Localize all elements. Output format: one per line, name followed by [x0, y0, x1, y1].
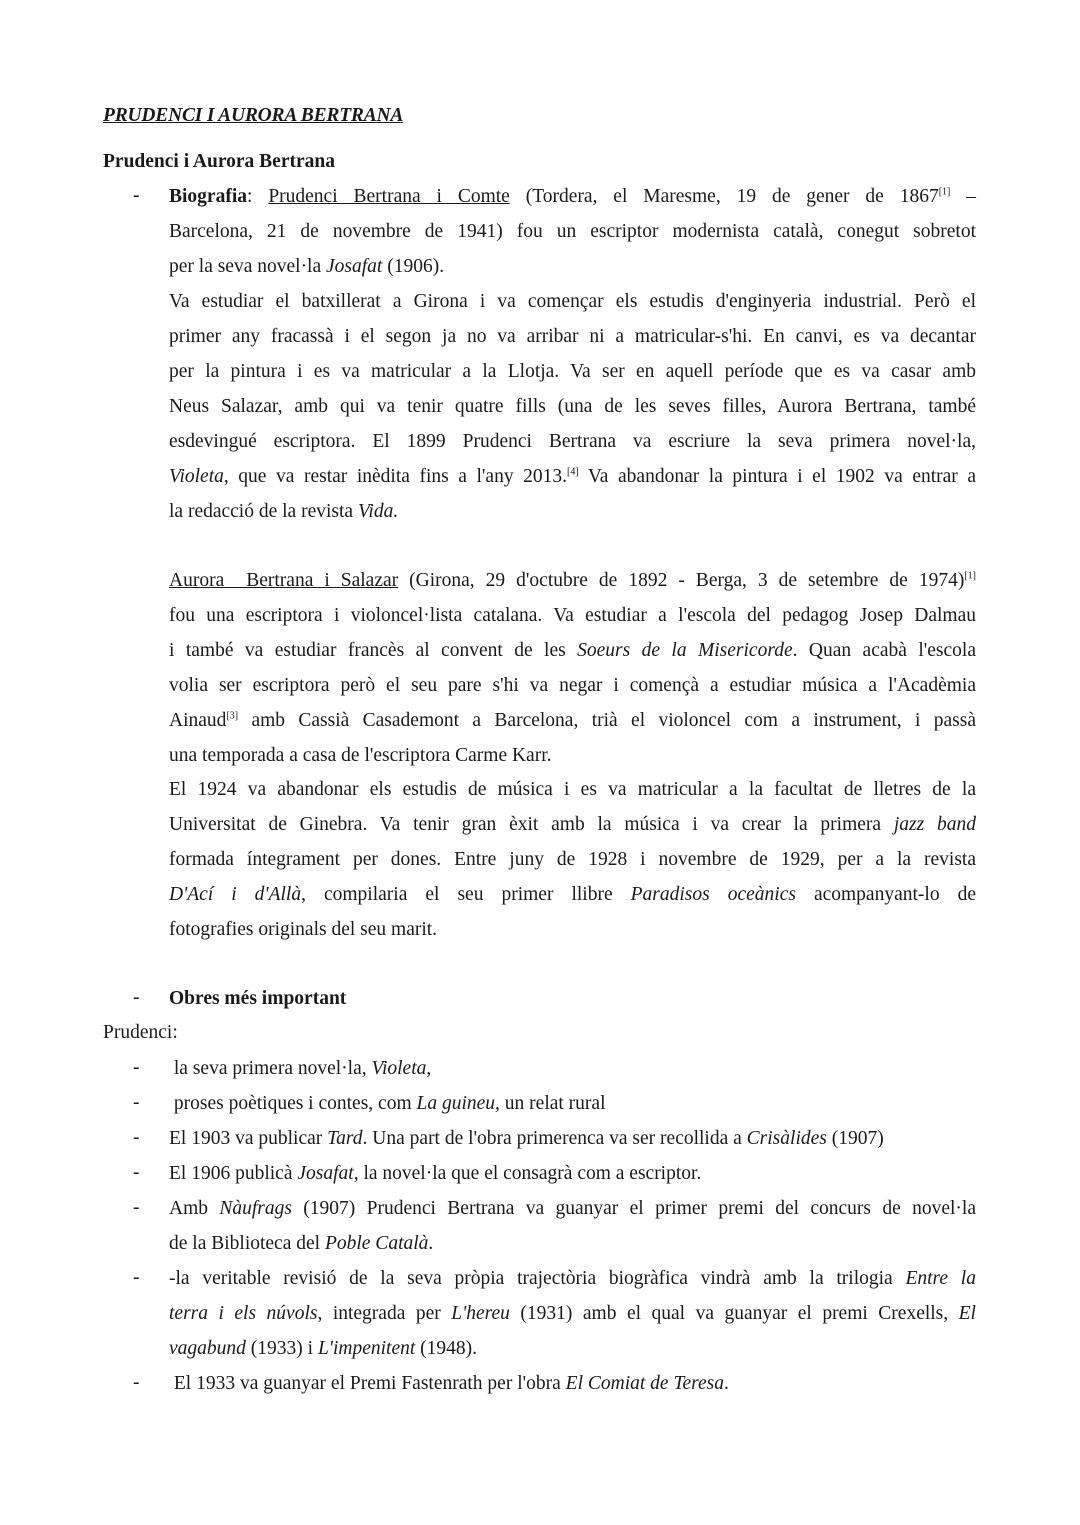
text: (Girona, 29 d'octubre de 1892 - Berga, 3 de setembre de 1974)	[398, 570, 965, 591]
bio-line-1	[169, 180, 976, 215]
bio-p2-line-4: Neus Salazar, amb qui va tenir quatre fills (una de les seves filles, Aurora Bertrana, també	[169, 396, 976, 417]
text: amb Cassià Casademont a Barcelona, trià el violoncel com a instrument, i passà	[238, 710, 976, 731]
text: Ainaud	[169, 710, 227, 731]
text: El 1906 publicà	[169, 1163, 298, 1184]
text: -la veritable revisió de la seva pròpia trajectòria biogràfica vindrà amb la trilogia	[169, 1268, 906, 1289]
bio-p2-line-5: esdevingué escriptora. El 1899 Prudenci Bertrana va escriure la seva primera novel·la,	[169, 431, 976, 452]
obres-item-3	[169, 1122, 976, 1157]
obres-item-4	[169, 1157, 976, 1192]
prudenci-label: Prudenci:	[103, 1022, 178, 1043]
aurora-line-4: volia ser escriptora però el seu pare s'hi va negar i començà a estudiar música a l'Acadèmia	[169, 675, 976, 696]
text: .	[724, 1373, 729, 1394]
work-title: Paradisos oceànics	[630, 884, 796, 905]
bullet-dash: -	[133, 1057, 140, 1078]
text: (1933) i	[245, 1338, 318, 1359]
aurora-p2-line-1: El 1924 va abandonar els estudis de música i es va matricular a la facultat de lletres de la	[169, 779, 976, 800]
biografia-label: Biografia	[169, 186, 247, 207]
work-title: El Comiat de Teresa	[565, 1373, 725, 1394]
bio-p2-line-3: per la pintura i es va matricular a la Llotja. Va ser en aquell període que es va casar amb	[169, 361, 976, 382]
work-title: Vida.	[357, 501, 399, 522]
work-title: Nàufrags	[219, 1198, 292, 1219]
bullet-dash: -	[133, 1372, 140, 1393]
aurora-line-6: una temporada a casa de l'escriptora Carme Karr.	[169, 745, 552, 766]
work-title: terra i els núvols	[169, 1303, 318, 1324]
colon: :	[247, 186, 253, 207]
text: –	[950, 186, 977, 207]
text: (1906).	[382, 256, 445, 277]
footnote-ref: [1]	[964, 570, 976, 582]
aurora-p2-line-5: fotografies originals del seu marit.	[169, 919, 438, 940]
work-title: L'hereu	[451, 1303, 510, 1324]
work-title: Josafat	[297, 1163, 354, 1184]
aurora-line-3	[169, 634, 976, 669]
obres-item-7	[169, 1367, 976, 1402]
text: Amb	[169, 1198, 220, 1219]
bullet-dash: -	[133, 185, 140, 206]
text: El 1933 va guanyar el Premi Fastenrath per l'obra	[169, 1373, 566, 1394]
text: , un relat rural	[495, 1093, 606, 1114]
document-subtitle: Prudenci i Aurora Bertrana	[103, 151, 335, 172]
aurora-p2-line-3: formada íntegrament per dones. Entre juny de 1928 i novembre de 1929, per a la revista	[169, 849, 976, 870]
text: Universitat de Ginebra. Va tenir gran èxit amb la música i va crear la primera	[169, 814, 894, 835]
text: de la Biblioteca del	[169, 1233, 325, 1254]
text: (1907)	[826, 1128, 884, 1149]
text: (Tordera, el Maresme, 19 de gener de 1867	[509, 186, 939, 207]
aurora-name-link: Aurora Bertrana i Salazar	[169, 570, 399, 591]
text: per la seva novel·la	[169, 256, 327, 277]
text: ,	[426, 1058, 432, 1079]
text: , integrada per	[317, 1303, 452, 1324]
aurora-p2-line-2	[169, 808, 976, 843]
bio-line-3	[169, 250, 976, 285]
work-title: Crisàlides	[746, 1128, 827, 1149]
text: .	[428, 1233, 434, 1254]
bullet-dash: -	[133, 1092, 140, 1113]
work-title: L'impenitent	[317, 1338, 416, 1359]
bullet-dash: -	[133, 1267, 140, 1288]
aurora-p2-line-4	[169, 878, 976, 913]
bio-p2-line-2: primer any fracassà i el segon ja no va arribar ni a matricular-s'hi. En canvi, es va decantar	[169, 326, 976, 347]
magazine-title: D'Ací i d'Allà	[169, 884, 302, 905]
text: , la novel·la que el consagrà com a escriptor.	[353, 1163, 702, 1184]
work-title: vagabund	[169, 1338, 246, 1359]
text: proses poètiques i contes, com	[169, 1093, 417, 1114]
obres-item-6-line-1	[169, 1262, 976, 1297]
prudenci-name-link: Prudenci Bertrana i Comte	[268, 186, 510, 207]
text: (1948).	[415, 1338, 478, 1359]
work-title: El	[958, 1303, 976, 1324]
obres-heading: Obres més important	[169, 988, 347, 1009]
text: . Una part de l'obra primerenca va ser recollida a	[362, 1128, 747, 1149]
text: i també va estudiar francès al convent de les	[169, 640, 578, 661]
bullet-dash: -	[133, 1162, 140, 1183]
text: . Quan acabà l'escola	[792, 640, 976, 661]
text: Va abandonar la pintura i el 1902 va entrar a	[578, 466, 976, 487]
obres-item-6-line-3	[169, 1332, 976, 1367]
work-title: Poble Català	[324, 1233, 429, 1254]
aurora-line-1	[169, 564, 976, 599]
footnote-ref: [1]	[938, 186, 951, 198]
work-title: Entre la	[905, 1268, 976, 1289]
bullet-dash: -	[133, 987, 140, 1008]
bio-line-2: Barcelona, 21 de novembre de 1941) fou un escriptor modernista català, conegut sobretot	[169, 221, 976, 242]
work-title: Soeurs de la Misericorde	[577, 640, 793, 661]
bio-p2-line-7	[169, 495, 976, 530]
text: (1931) amb el qual va guanyar el premi Crexells,	[509, 1303, 959, 1324]
document-title: PRUDENCI I AURORA BERTRANA	[103, 105, 404, 126]
text: acompanyant-lo de	[795, 884, 976, 905]
emphasis: jazz band	[893, 814, 976, 835]
text: la seva primera novel·la,	[169, 1058, 372, 1079]
obres-item-2	[169, 1087, 976, 1122]
bullet-dash: -	[133, 1127, 140, 1148]
aurora-line-2: fou una escriptora i violoncel·lista catalana. Va estudiar a l'escola del pedagog Josep Dalmau	[169, 605, 976, 626]
bio-p2-line-1: Va estudiar el batxillerat a Girona i va començar els estudis d'enginyeria industrial. Però el	[169, 291, 976, 312]
text: El 1903 va publicar	[169, 1128, 328, 1149]
text: la redacció de la revista	[169, 501, 358, 522]
work-title: Tard	[327, 1128, 363, 1149]
obres-item-1	[169, 1052, 976, 1087]
text: (1907) Prudenci Bertrana va guanyar el primer premi del concurs de novel·la	[291, 1198, 976, 1219]
bio-p2-line-6	[169, 460, 976, 495]
footnote-ref: [4]	[567, 466, 579, 478]
text: , compilaria el seu primer llibre	[301, 884, 631, 905]
obres-item-6-line-2	[169, 1297, 976, 1332]
obres-item-5-line-1	[169, 1192, 976, 1227]
bullet-dash: -	[133, 1197, 140, 1218]
work-title: Violeta	[371, 1058, 427, 1079]
obres-item-5-line-2	[169, 1227, 976, 1262]
work-title: Violeta	[169, 466, 224, 487]
text: , que va restar inèdita fins a l'any 2013.	[223, 466, 567, 487]
footnote-ref: [3]	[226, 710, 239, 722]
aurora-line-5	[169, 704, 976, 739]
work-title: La guineu	[416, 1093, 496, 1114]
work-title: Josafat	[326, 256, 383, 277]
